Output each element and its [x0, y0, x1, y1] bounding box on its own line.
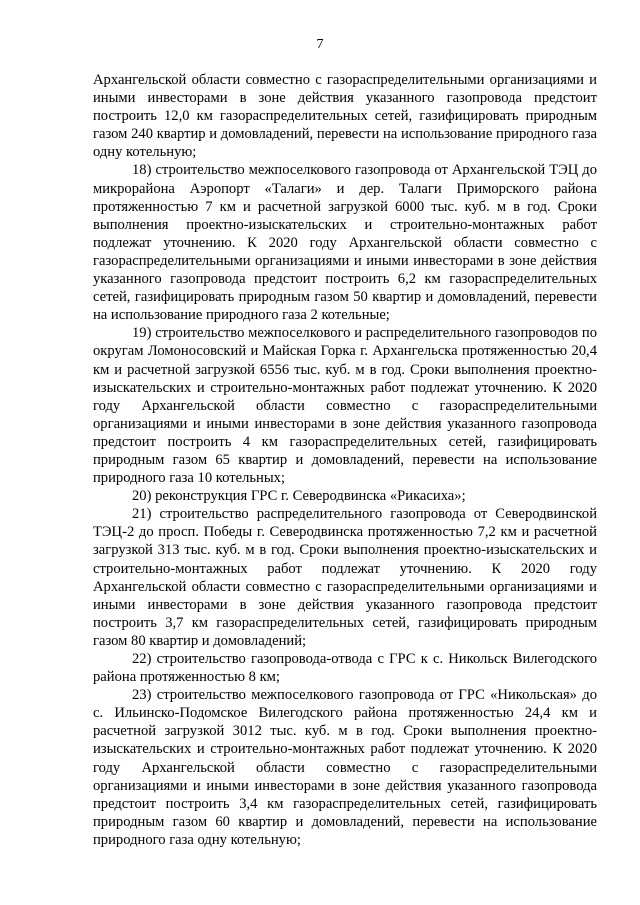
document-body	[93, 71, 597, 849]
list-item-19: 19) строительство межпоселкового и распределительного газопроводов по округам Ломоносовский и Майская Горка г. Архангельска протяженностью 20,4 км и расчетной загрузкой 6556 тыс. куб. м в год. Сроки выполнения проектно-изыскательских и строительно-монтажных работ подлежат уточнению. К 2020 году Архангельской области совместно с газораспределительными организациями и иными инвесторами в зоне действия указанного газопровода предстоит построить 4 км газораспределительных сетей, газифицировать природным газом 65 квартир и домовладений, перевести на использование природного газа 10 котельных;	[93, 325, 597, 487]
paragraph-continuation: Архангельской области совместно с газораспределительными организациями и иными инвесторами в зоне действия указанного газопровода предстоит построить 12,0 км газораспределительных сетей, газифицировать природным газом 240 квартир и домовладений, перевести на использование природного газа одну котельную;	[93, 72, 597, 161]
list-item-22: 22) строительство газопровода-отвода с ГРС к с. Никольск Вилегодского района протяженностью 8 км;	[93, 651, 597, 686]
list-item-20: 20) реконструкция ГРС г. Северодвинска «Рикасиха»;	[132, 488, 466, 505]
list-item-23: 23) строительство межпоселкового газопровода от ГРС «Никольская» до с. Ильинско-Подомское Вилегодского района протяженностью 24,4 км и расчетной загрузкой 3012 тыс. куб. м в год. Сроки выполнения проектно-изыскательских и строительно-монтажных работ подлежат уточнению. К 2020 году Архангельской области совместно с газораспределительными организациями и иными инвесторами в зоне действия указанного газопровода предстоит построить 3,4 км газораспределительных сетей, газифицировать природным газом 60 квартир и домовладений, перевести на использование природного газа одну котельную;	[93, 687, 597, 848]
list-item-18: 18) строительство межпоселкового газопровода от Архангельской ТЭЦ до микрорайона Аэропорт «Талаги» и дер. Талаги Приморского района протяженностью 7 км и расчетной загрузкой 6000 тыс. куб. м в год. Сроки выполнения проектно-изыскательских и строительно-монтажных работ подлежат уточнению. К 2020 году Архангельской области совместно с газораспределительными организациями и иными инвесторами в зоне действия указанного газопровода предстоит построить 6,2 км газораспределительных сетей, газифицировать природным газом 50 квартир и домовладений, перевести на использование природного газа 2 котельные;	[93, 162, 597, 324]
page-number: 7	[316, 37, 324, 52]
list-item-21: 21) строительство распределительного газопровода от Северодвинской ТЭЦ-2 до просп. Победы г. Северодвинска протяженностью 7,2 км и расчетной загрузкой 313 тыс. куб. м в год. Сроки выполнения проектно-изыскательских и строительно-монтажных работ подлежат уточнению. К 2020 году Архангельской области совместно с газораспределительными организациями и иными инвесторами в зоне действия указанного газопровода предстоит построить 3,7 км газораспределительных сетей, газифицировать природным газом 80 квартир и домовладений;	[93, 506, 597, 649]
